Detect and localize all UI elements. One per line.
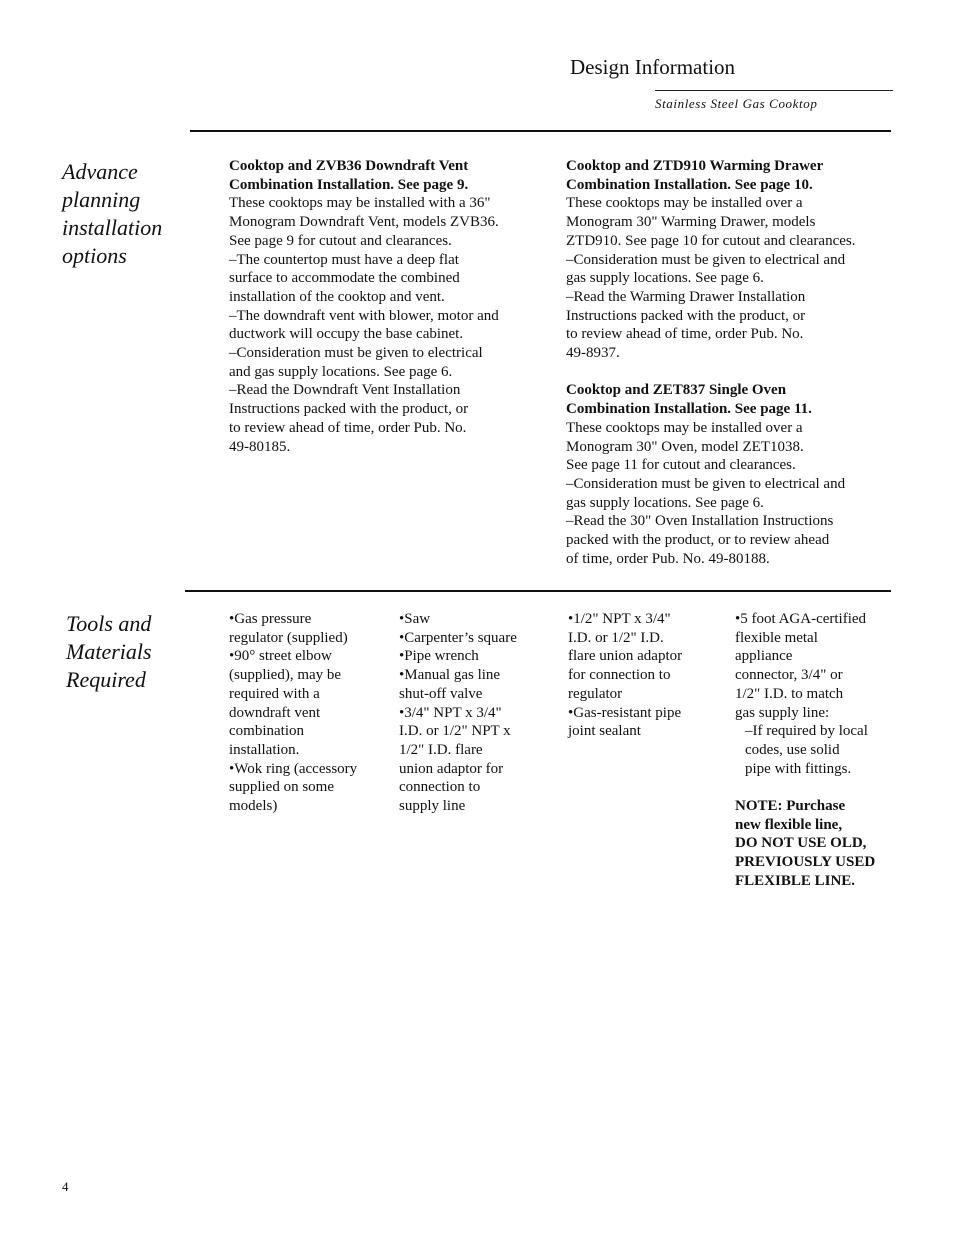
- list-item-line: regulator: [568, 685, 623, 702]
- list-item: [566, 475, 906, 512]
- list-item: [399, 666, 559, 703]
- list-item-line: (supplied), may be: [229, 667, 342, 684]
- list-item-line: 49-80185.: [229, 438, 291, 455]
- section-divider-top: [190, 130, 891, 132]
- list-item-line: shut-off valve: [399, 685, 483, 702]
- flexible-line-note: [735, 797, 900, 891]
- list-item-line: regulator (supplied): [229, 629, 348, 646]
- list-item-line: Instructions packed with the product, or: [229, 401, 469, 418]
- list-item-line: to review ahead of time, order Pub. No.: [566, 326, 804, 343]
- list-item-line: I.D. or 1/2" NPT x: [399, 723, 511, 740]
- block-intro-line: ZTD910. See page 10 for cutout and clearances.: [566, 232, 856, 249]
- list-item-line: connection to: [399, 779, 481, 796]
- tools-column-1: [229, 610, 389, 816]
- section-title-line: installation: [62, 215, 163, 240]
- block-intro-line: Monogram 30" Oven, model ZET1038.: [566, 438, 804, 455]
- block-intro-line: Monogram 30" Warming Drawer, models: [566, 214, 816, 231]
- list-item-line: 1/2" I.D. to match: [735, 685, 844, 702]
- list-item-line: appliance: [735, 648, 793, 665]
- list-item: [229, 251, 549, 307]
- ztd910-and-zet837-blocks: [566, 157, 906, 568]
- list-item-line: supplied on some: [229, 779, 334, 796]
- list-item-line: combination: [229, 723, 304, 740]
- section-title-line: options: [62, 243, 127, 268]
- list-item-line: gas supply locations. See page 6.: [566, 494, 764, 511]
- note-line: NOTE: Purchase: [735, 798, 846, 815]
- list-item-line: for connection to: [568, 667, 671, 684]
- list-item-line: –Consideration must be given to electrical and: [566, 475, 846, 492]
- list-item: [229, 381, 549, 456]
- list-item-line: •1/2" NPT x 3/4": [568, 611, 671, 627]
- list-item-line: I.D. or 1/2" I.D.: [568, 629, 664, 646]
- block-heading-line: Cooktop and ZVB36 Downdraft Vent: [229, 158, 469, 174]
- block-intro-line: These cooktops may be installed over a: [566, 419, 803, 436]
- list-item-line: required with a: [229, 685, 320, 702]
- tools-column-4: [735, 610, 900, 891]
- list-item: [399, 704, 559, 816]
- list-item: [229, 344, 549, 381]
- note-line: new flexible line,: [735, 816, 843, 833]
- list-item-line: •Saw: [399, 611, 431, 627]
- list-item-line: ductwork will occupy the base cabinet.: [229, 326, 464, 343]
- list-item-line: gas supply locations. See page 6.: [566, 270, 764, 287]
- list-item-line: connector, 3/4" or: [735, 667, 843, 684]
- section-title-line: Required: [66, 667, 146, 692]
- list-item-line: models): [229, 798, 278, 815]
- list-item-line: of time, order Pub. No. 49-80188.: [566, 550, 770, 567]
- block-intro-line: See page 9 for cutout and clearances.: [229, 232, 452, 249]
- block-heading-line: Cooktop and ZET837 Single Oven: [566, 382, 787, 399]
- section-title-line: planning: [62, 187, 141, 212]
- list-item-line: –Read the Downdraft Vent Installation: [229, 382, 461, 399]
- list-item-line: –If required by local: [745, 723, 868, 740]
- list-item: [399, 610, 559, 629]
- page-header-title: Design Information: [570, 55, 736, 79]
- section-title-tools-materials: [66, 610, 152, 694]
- list-item-line: •Pipe wrench: [399, 648, 479, 665]
- zvb36-installation-block: [229, 157, 549, 456]
- note-line: DO NOT USE OLD,: [735, 835, 867, 852]
- list-item: [566, 288, 906, 363]
- list-item-line: –Consideration must be given to electrical: [229, 345, 483, 362]
- list-item-line: –Read the 30" Oven Installation Instructions: [566, 513, 834, 530]
- list-item: [229, 307, 549, 344]
- list-item: [566, 512, 906, 568]
- list-item-line: gas supply line:: [735, 704, 830, 721]
- block-spacer: [735, 778, 900, 797]
- block-intro-line: These cooktops may be installed with a 36": [229, 195, 491, 212]
- list-item: [735, 610, 900, 722]
- block-intro-line: These cooktops may be installed over a: [566, 195, 803, 212]
- list-item-line: –The countertop must have a deep flat: [229, 251, 459, 268]
- tools-column-2: [399, 610, 559, 816]
- list-item-line: •Gas pressure: [229, 611, 312, 627]
- list-item-line: •3/4" NPT x 3/4": [399, 704, 502, 721]
- list-item-line: supply line: [399, 798, 466, 815]
- list-item: [229, 760, 389, 816]
- section-title-advance-planning: [62, 158, 162, 270]
- list-item-line: installation.: [229, 741, 300, 758]
- list-item-line: to review ahead of time, order Pub. No.: [229, 419, 467, 436]
- list-item-line: union adaptor for: [399, 760, 504, 777]
- list-item-line: •90° street elbow: [229, 648, 332, 665]
- list-item-line: Instructions packed with the product, or: [566, 307, 806, 324]
- list-item-line: surface to accommodate the combined: [229, 270, 460, 287]
- list-item-line: codes, use solid: [745, 741, 840, 758]
- list-item-line: flare union adaptor: [568, 648, 683, 665]
- list-item: [229, 610, 389, 647]
- list-item-line: 1/2" I.D. flare: [399, 741, 483, 758]
- list-item-line: flexible metal: [735, 629, 818, 646]
- note-line: PREVIOUSLY USED: [735, 854, 876, 871]
- section-title-line: Tools and: [66, 611, 152, 636]
- list-item: [568, 610, 728, 704]
- list-item-line: installation of the cooktop and vent.: [229, 288, 445, 305]
- list-item-line: •Manual gas line: [399, 667, 501, 684]
- block-intro-line: See page 11 for cutout and clearances.: [566, 457, 796, 474]
- list-item-line: downdraft vent: [229, 704, 321, 721]
- section-divider-middle: [185, 590, 891, 592]
- list-item-line: •Wok ring (accessory: [229, 760, 358, 777]
- list-item-line: 49-8937.: [566, 345, 620, 362]
- list-item: [566, 251, 906, 288]
- block-heading-line: Combination Installation. See page 10.: [566, 176, 813, 193]
- list-item-line: –Consideration must be given to electrical and: [566, 251, 846, 268]
- page-number: 4: [62, 1179, 69, 1194]
- list-item: [568, 704, 728, 741]
- tools-column-3: [568, 610, 728, 741]
- list-item-line: •Gas-resistant pipe: [568, 704, 682, 721]
- section-title-line: Materials: [66, 639, 152, 664]
- section-title-line: Advance: [62, 159, 138, 184]
- list-item-line: joint sealant: [568, 723, 641, 740]
- list-item-line: •5 foot AGA-certified: [735, 611, 867, 627]
- header-divider: [655, 90, 893, 91]
- sub-list-item: [735, 722, 900, 778]
- list-item: [229, 647, 389, 759]
- page-header-subtitle: Stainless Steel Gas Cooktop: [655, 96, 818, 111]
- list-item: [399, 647, 559, 666]
- list-item-line: packed with the product, or to review ahead: [566, 532, 830, 549]
- list-item: [399, 629, 559, 648]
- list-item-line: –Read the Warming Drawer Installation: [566, 288, 806, 305]
- list-item-line: and gas supply locations. See page 6.: [229, 363, 453, 380]
- block-heading-line: Combination Installation. See page 11.: [566, 401, 812, 418]
- block-heading-line: Cooktop and ZTD910 Warming Drawer: [566, 158, 824, 174]
- list-item-line: –The downdraft vent with blower, motor and: [229, 307, 499, 324]
- list-item-line: •Carpenter’s square: [399, 629, 517, 646]
- block-heading-line: Combination Installation. See page 9.: [229, 176, 469, 193]
- note-line: FLEXIBLE LINE.: [735, 872, 856, 889]
- list-item-line: pipe with fittings.: [745, 760, 852, 777]
- block-intro-line: Monogram Downdraft Vent, models ZVB36.: [229, 214, 499, 231]
- block-spacer: [566, 363, 906, 382]
